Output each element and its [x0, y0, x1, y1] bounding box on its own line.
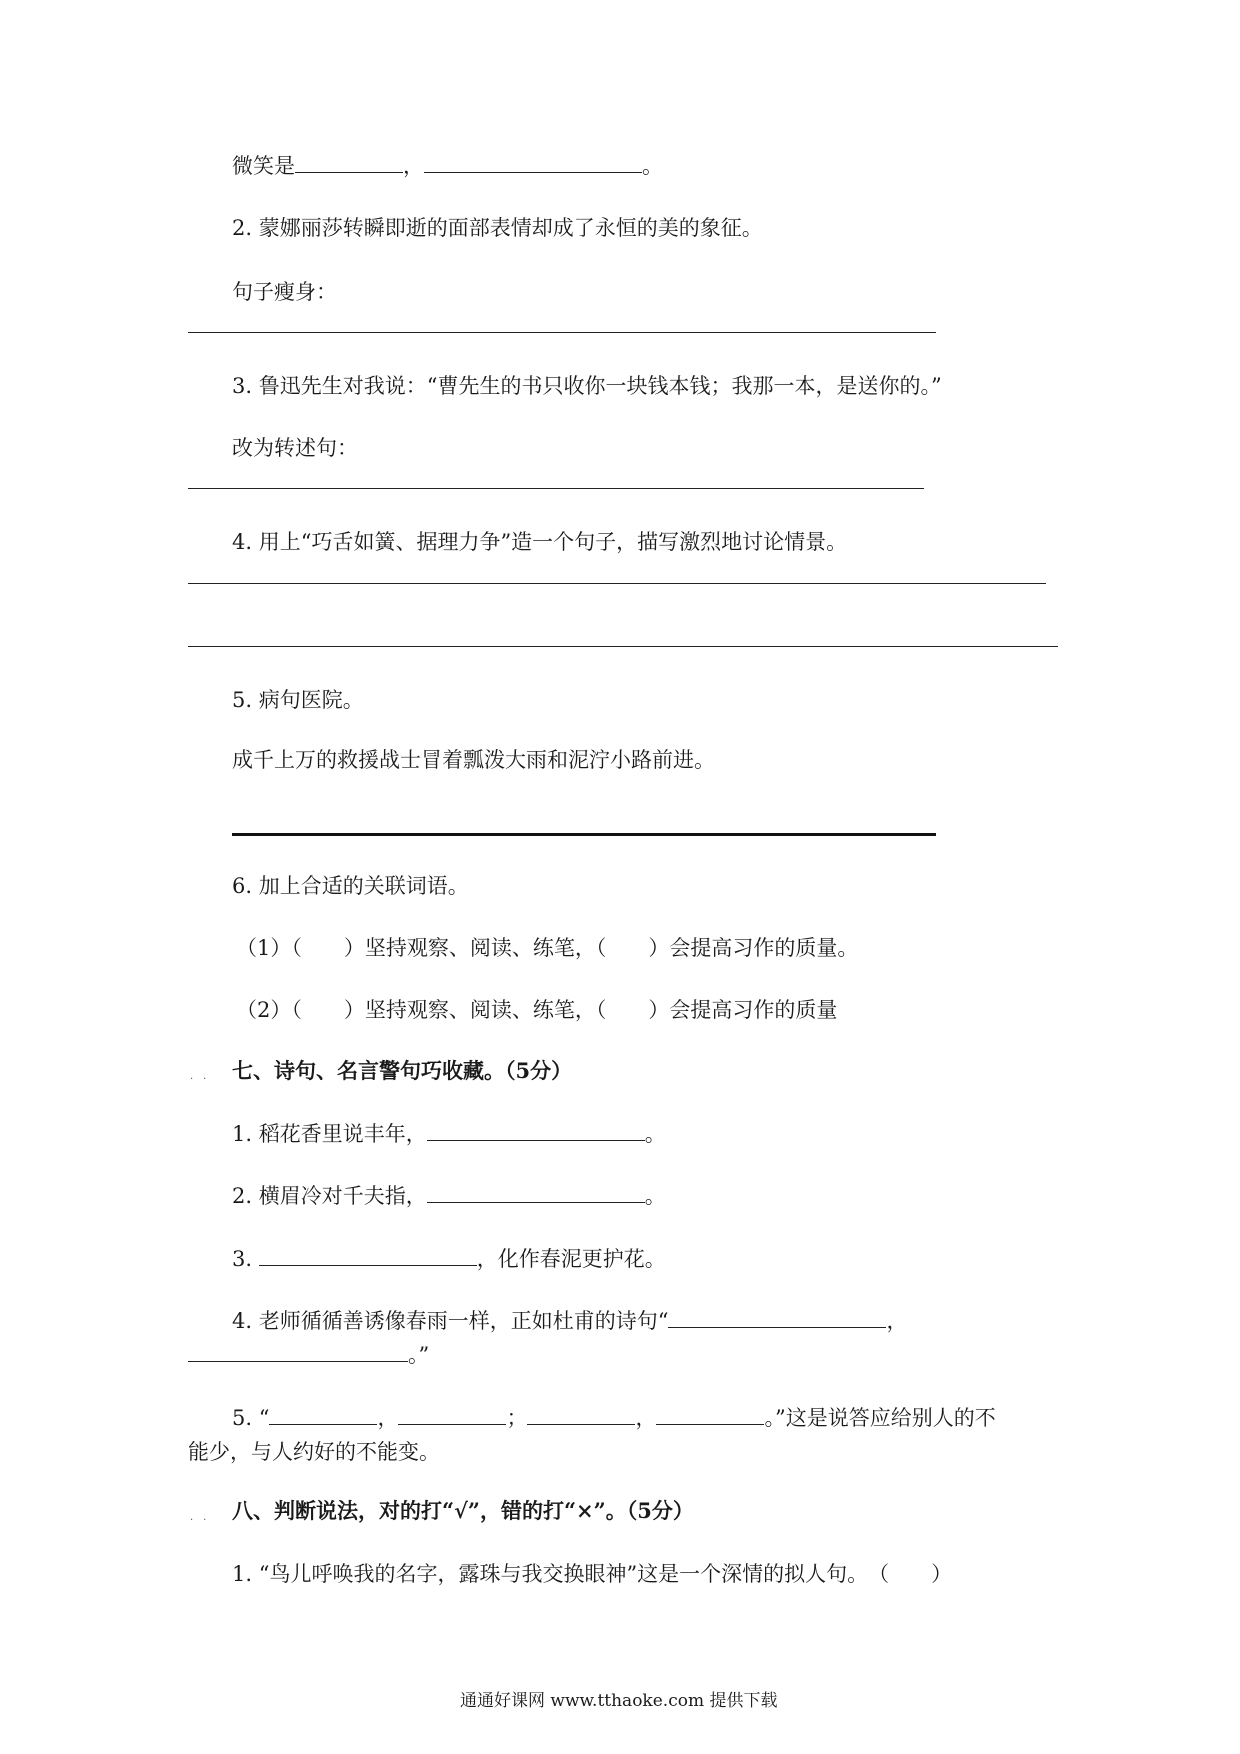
answer-blank[interactable] — [656, 1404, 764, 1425]
item-text: 3. — [232, 1247, 259, 1271]
punct: 。 — [644, 1184, 666, 1208]
answer-line[interactable] — [188, 332, 936, 333]
page-footer: 通通好课网 www.tthaoke.com 提供下载 — [460, 1691, 778, 1711]
answer-line[interactable] — [232, 833, 936, 836]
answer-blank[interactable] — [259, 1245, 477, 1266]
question-5-sentence: 成千上万的救援战士冒着瓢泼大雨和泥泞小路前进。 — [232, 748, 715, 772]
section-7-item-1 — [232, 1120, 666, 1148]
answer-blank[interactable] — [424, 152, 642, 173]
scan-dots: ·· — [190, 1074, 217, 1085]
section-7-item-5-cont: 能少，与人约好的不能变。 — [188, 1440, 440, 1464]
item-text: ，化作春泥更护花。 — [476, 1247, 666, 1271]
section-7-item-4-cont — [188, 1341, 429, 1369]
question-3-task: 改为转述句： — [232, 436, 358, 460]
item-text: 。”这是说答应给别人的不 — [764, 1406, 996, 1430]
section-7-item-5 — [232, 1404, 996, 1432]
answer-blank[interactable] — [427, 1120, 645, 1141]
answer-blank[interactable] — [295, 152, 403, 173]
question-2: 2. 蒙娜丽莎转瞬即逝的面部表情却成了永恒的美的象征。 — [232, 216, 763, 240]
question-6-item-1: （1）（ ）坚持观察、阅读、练笔，（ ）会提高习作的质量。 — [236, 936, 859, 960]
punct: ， — [886, 1309, 908, 1333]
question-6-item-2: （2）（ ）坚持观察、阅读、练笔，（ ）会提高习作的质量 — [236, 998, 838, 1022]
smile-prefix: 微笑是 — [232, 154, 295, 178]
question-4: 4. 用上“巧舌如簧、据理力争”造一个句子，描写激烈地讨论情景。 — [232, 530, 848, 554]
punct: 。 — [642, 154, 663, 178]
scan-dots: ·· — [190, 1515, 217, 1526]
answer-blank[interactable] — [427, 1182, 645, 1203]
question-2-task: 句子瘦身： — [232, 280, 337, 304]
punct: ； — [506, 1406, 528, 1430]
punct: ， — [635, 1406, 657, 1430]
item-text: 2. 横眉冷对千夫指， — [232, 1184, 427, 1208]
section-7-item-3 — [232, 1245, 666, 1273]
punct: 。 — [644, 1122, 666, 1146]
section-7-item-4 — [232, 1307, 907, 1335]
answer-blank[interactable] — [188, 1341, 408, 1362]
section-7-title: 七、诗句、名言警句巧收藏。（5分） — [232, 1058, 573, 1083]
question-3: 3. 鲁迅先生对我说：“曹先生的书只收你一块钱本钱；我那一本，是送你的。” — [232, 374, 942, 398]
section-8-item-1: 1. “鸟儿呼唤我的名字，露珠与我交换眼神”这是一个深情的拟人句。 （ ） — [232, 1562, 953, 1586]
answer-line[interactable] — [188, 646, 1058, 647]
item-text: 1. 稻花香里说丰年， — [232, 1122, 427, 1146]
question-6: 6. 加上合适的关联词语。 — [232, 874, 469, 898]
question-5: 5. 病句医院。 — [232, 688, 364, 712]
section-7-item-2 — [232, 1182, 666, 1210]
section-8-title: 八、判断说法，对的打“√”，错的打“×”。（5分） — [232, 1498, 694, 1523]
answer-blank[interactable] — [527, 1404, 635, 1425]
answer-blank[interactable] — [269, 1404, 377, 1425]
item-text: 4. 老师循循善诱像春雨一样，正如杜甫的诗句“ — [232, 1309, 669, 1333]
punct: ， — [377, 1406, 399, 1430]
punct: ， — [403, 154, 424, 178]
answer-blank[interactable] — [668, 1307, 886, 1328]
item-text: 5. “ — [232, 1406, 270, 1430]
answer-blank[interactable] — [398, 1404, 506, 1425]
smile-line — [232, 152, 663, 180]
answer-line[interactable] — [188, 488, 924, 489]
punct: 。” — [408, 1343, 430, 1367]
answer-line[interactable] — [188, 583, 1046, 584]
